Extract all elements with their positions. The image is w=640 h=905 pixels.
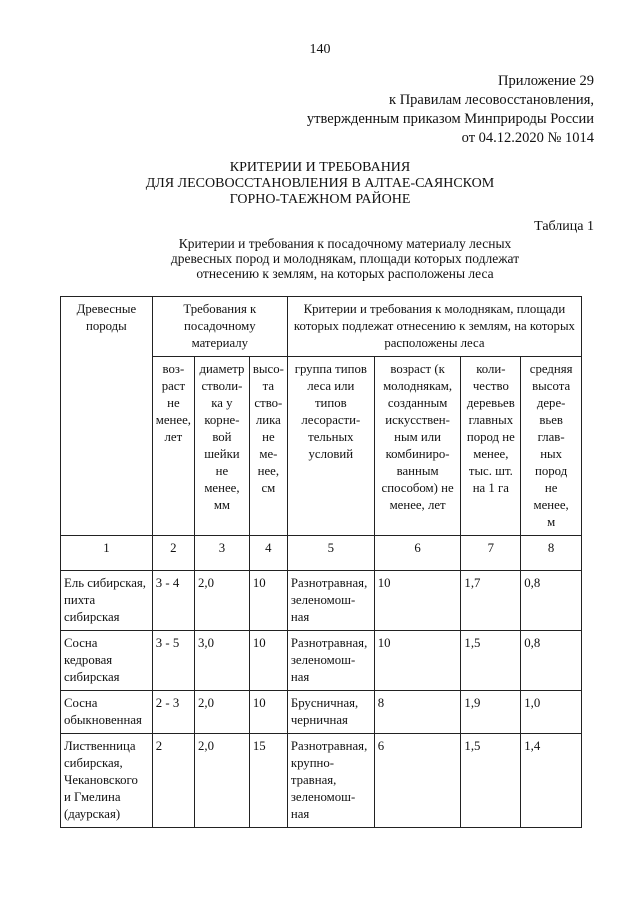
cell-forest-type: Разнотравная, крупно- травная, зеленомош- ная — [287, 734, 374, 828]
column-number: 6 — [374, 536, 461, 571]
header-row-1 — [61, 297, 582, 357]
page-number: 140 — [309, 42, 331, 57]
cell-young-age: 10 — [374, 631, 461, 691]
cell-avg-height: 1,4 — [521, 734, 582, 828]
cell-species: Ель сибирская, пихта сибирская — [61, 571, 153, 631]
appendix-line-2: к Правилам лесовосстановления, — [389, 92, 594, 108]
column-number: 7 — [461, 536, 521, 571]
cell-diameter: 3,0 — [194, 631, 249, 691]
header-young-stands: Критерии и требования к молоднякам, площади которых подлежат отнесению к землям, на которых расположены леса — [287, 297, 581, 357]
header-species: Древесные породы — [61, 297, 153, 536]
column-number-row — [61, 536, 582, 571]
appendix-line-1: Приложение 29 — [498, 73, 594, 89]
cell-avg-height: 0,8 — [521, 631, 582, 691]
appendix-line-3: утвержденным приказом Минприроды России — [306, 111, 594, 127]
criteria-table — [60, 296, 582, 828]
cell-height: 10 — [249, 631, 287, 691]
cell-tree-count: 1,5 — [461, 734, 521, 828]
cell-forest-type: Разнотравная, зеленомош- ная — [287, 571, 374, 631]
cell-tree-count: 1,9 — [461, 691, 521, 734]
document-title — [0, 160, 640, 208]
appendix-line-4: от 04.12.2020 № 1014 — [461, 130, 594, 146]
cell-species: Лиственница сибирская, Чекановского и Гмелина (даурская) — [61, 734, 153, 828]
cell-height: 15 — [249, 734, 287, 828]
table-row — [61, 734, 582, 828]
header-age: воз- раст не менее, лет — [152, 357, 194, 536]
cell-height: 10 — [249, 691, 287, 734]
column-number: 5 — [287, 536, 374, 571]
title-line-3: ГОРНО-ТАЕЖНОМ РАЙОНЕ — [229, 192, 411, 207]
table-row — [61, 631, 582, 691]
cell-avg-height: 1,0 — [521, 691, 582, 734]
cell-diameter: 2,0 — [194, 734, 249, 828]
column-number: 8 — [521, 536, 582, 571]
caption-line-2: древесных пород и молоднякам, площади которых подлежат — [170, 251, 520, 266]
title-line-1: КРИТЕРИИ И ТРЕБОВАНИЯ — [229, 160, 411, 175]
header-diameter: диаметр стволи- ка у корне- вой шейки не менее, мм — [194, 357, 249, 536]
table-number: Таблица 1 — [534, 219, 594, 234]
table-caption — [160, 236, 530, 281]
cell-species: Сосна обыкновенная — [61, 691, 153, 734]
cell-young-age: 6 — [374, 734, 461, 828]
cell-tree-count: 1,5 — [461, 631, 521, 691]
header-avg-height: средняя высота дере- вьев глав- ных пород не менее, м — [521, 357, 582, 536]
cell-age: 3 - 5 — [152, 631, 194, 691]
cell-species: Сосна кедровая сибирская — [61, 631, 153, 691]
cell-forest-type: Разнотравная, зеленомош- ная — [287, 631, 374, 691]
title-line-2: ДЛЯ ЛЕСОВОССТАНОВЛЕНИЯ В АЛТАЕ-САЯНСКОМ — [145, 176, 495, 191]
header-tree-count: коли- чество деревьев главных пород не менее, тыс. шт. на 1 га — [461, 357, 521, 536]
cell-diameter: 2,0 — [194, 691, 249, 734]
column-number: 3 — [194, 536, 249, 571]
header-planting-material: Требования к посадочному материалу — [152, 297, 287, 357]
table-row — [61, 691, 582, 734]
cell-height: 10 — [249, 571, 287, 631]
cell-diameter: 2,0 — [194, 571, 249, 631]
cell-tree-count: 1,7 — [461, 571, 521, 631]
cell-avg-height: 0,8 — [521, 571, 582, 631]
cell-age: 3 - 4 — [152, 571, 194, 631]
caption-line-1: Критерии и требования к посадочному материалу лесных — [178, 236, 512, 251]
column-number: 4 — [249, 536, 287, 571]
cell-young-age: 8 — [374, 691, 461, 734]
header-forest-type: группа типов леса или типов лесорасти- тельных условий — [287, 357, 374, 536]
cell-age: 2 — [152, 734, 194, 828]
header-young-age: возраст (к молоднякам, созданным искусствен- ным или комбиниро- ванным способом) не менее, лет — [374, 357, 461, 536]
cell-forest-type: Брусничная, черничная — [287, 691, 374, 734]
cell-young-age: 10 — [374, 571, 461, 631]
cell-age: 2 - 3 — [152, 691, 194, 734]
column-number: 1 — [61, 536, 153, 571]
column-number: 2 — [152, 536, 194, 571]
appendix-reference — [307, 72, 594, 148]
table-row — [61, 571, 582, 631]
caption-line-3: отнесению к землям, на которых расположены леса — [196, 266, 494, 281]
header-height: высо- та ство- лика не ме- нее, см — [249, 357, 287, 536]
